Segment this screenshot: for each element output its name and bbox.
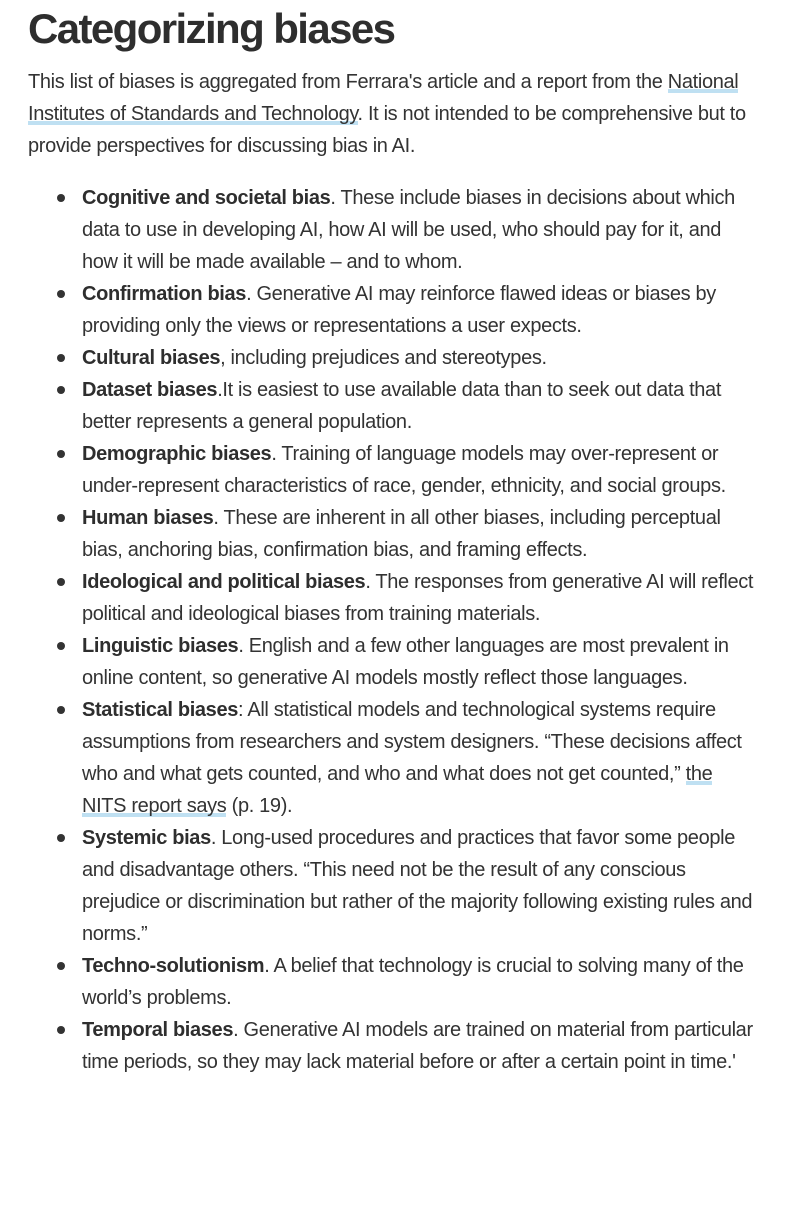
- bullet-icon: [57, 642, 65, 650]
- bias-term: Cultural biases: [82, 347, 221, 369]
- list-item: [82, 694, 758, 822]
- bullet-icon: [57, 194, 65, 202]
- bias-term: Ideological and political biases: [82, 571, 366, 593]
- bias-description: . A belief that technology is crucial to solving many of the world’s problems.: [82, 955, 744, 1009]
- bullet-icon: [57, 450, 65, 458]
- bullet-icon: [57, 578, 65, 586]
- intro-text-before: This list of biases is aggregated from Ferrara's article and a report from the: [28, 71, 668, 93]
- intro-paragraph: [28, 66, 758, 162]
- list-item: [82, 1014, 758, 1078]
- list-item: [82, 438, 758, 502]
- page-title: Categorizing biases: [28, 5, 395, 52]
- bullet-icon: [57, 706, 65, 714]
- bias-description: . These include biases in decisions about which data to use in developing AI, how AI will be used, who should pay for it, and how it will be made available – and to whom.: [82, 187, 735, 273]
- bias-term: Cognitive and societal bias: [82, 187, 331, 209]
- bullet-icon: [57, 290, 65, 298]
- bias-term: Human biases: [82, 507, 214, 529]
- nits-report-link[interactable]: the NITS report says: [82, 763, 713, 817]
- bias-description: . The responses from generative AI will reflect political and ideological biases from training materials.: [82, 571, 754, 625]
- list-item: [82, 630, 758, 694]
- list-item: [82, 278, 758, 342]
- bias-term: Systemic bias: [82, 827, 211, 849]
- bias-description: . Long-used procedures and practices that favor some people and disadvantage others. “This need not be the result of any conscious prejudice or discrimination but rather of the majority following existing rules and norms.”: [82, 827, 753, 945]
- bias-term: Techno-solutionism: [82, 955, 265, 977]
- bias-term: Demographic biases: [82, 443, 272, 465]
- bullet-icon: [57, 1026, 65, 1034]
- bias-description: : All statistical models and technological systems require assumptions from researchers and system designers. “These decisions affect who and what gets counted, and who and what does not get counted,”: [82, 699, 742, 785]
- bias-term: Temporal biases: [82, 1019, 234, 1041]
- list-item: [82, 342, 758, 374]
- list-item: [82, 566, 758, 630]
- bias-list: [82, 182, 758, 1078]
- list-item: [82, 822, 758, 950]
- bias-description: . Generative AI may reinforce flawed ideas or biases by providing only the views or representations a user expects.: [82, 283, 716, 337]
- bias-description: . These are inherent in all other biases, including perceptual bias, anchoring bias, confirmation bias, and framing effects.: [82, 507, 721, 561]
- bias-description: .It is easiest to use available data than to seek out data that better represents a general population.: [82, 379, 722, 433]
- bias-description: , including prejudices and stereotypes.: [220, 347, 547, 369]
- intro-text-after: . It is not intended to be comprehensive but to provide perspectives for discussing bias in AI.: [28, 103, 746, 157]
- bullet-icon: [57, 962, 65, 970]
- bullet-icon: [57, 354, 65, 362]
- list-item: [82, 182, 758, 278]
- bias-description: . English and a few other languages are most prevalent in online content, so generative AI models mostly reflect those languages.: [82, 635, 729, 689]
- bias-term: Linguistic biases: [82, 635, 239, 657]
- bias-description-after: (p. 19).: [226, 795, 293, 817]
- bullet-icon: [57, 386, 65, 394]
- bias-description: . Generative AI models are trained on material from particular time periods, so they may lack material before or after a certain point in time.': [82, 1019, 753, 1073]
- list-item: [82, 374, 758, 438]
- bias-term: Dataset biases: [82, 379, 218, 401]
- bullet-icon: [57, 514, 65, 522]
- list-item: [82, 502, 758, 566]
- bullet-icon: [57, 834, 65, 842]
- nist-link[interactable]: National Institutes of Standards and Technology: [28, 71, 739, 125]
- bias-term: Confirmation bias: [82, 283, 247, 305]
- bias-term: Statistical biases: [82, 699, 239, 721]
- list-item: [82, 950, 758, 1014]
- bias-description: . Training of language models may over-represent or under-represent characteristics of race, gender, ethnicity, and social groups.: [82, 443, 726, 497]
